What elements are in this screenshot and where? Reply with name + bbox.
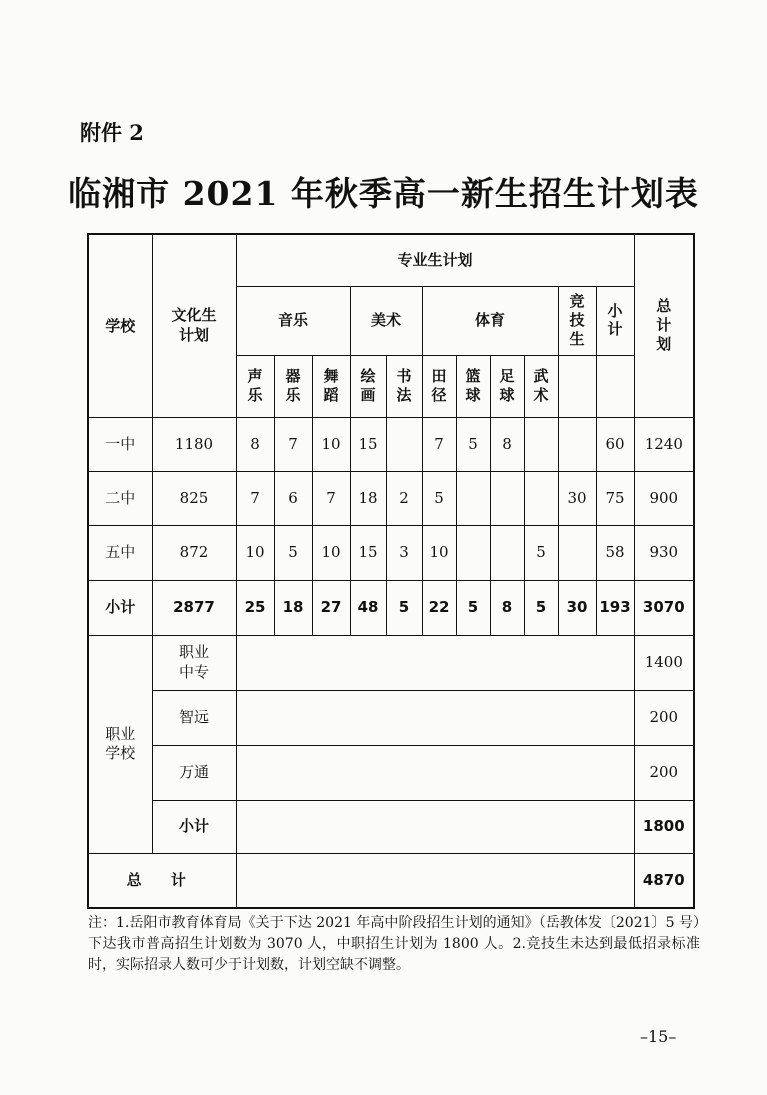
header-painting: 绘画 (350, 355, 386, 417)
header-dance: 舞蹈 (312, 355, 350, 417)
vocational-group-label: 职业学校 (88, 635, 152, 853)
cell-martial: 5 (524, 525, 558, 580)
vocational-total: 200 (634, 690, 694, 745)
header-music: 音乐 (236, 286, 350, 355)
vocational-row (88, 745, 694, 800)
header-track: 田径 (422, 355, 456, 417)
grand-total-empty (236, 853, 634, 908)
footnote: 注：1.岳阳市教育体育局《关于下达 2021 年高中阶段招生计划的通知》（岳教体发〔2021〕5 号）下达我市普高招生计划数为 3070 人，中职招生计划为 1800 人。2.竞技生未达到最低招录标准时，实际招录人数可少于计划数，计划空缺不调整。 (88, 915, 700, 973)
cell-painting: 15 (350, 417, 386, 471)
cell-martial (524, 417, 558, 471)
attachment-label: 附件 2 (80, 120, 144, 145)
cell-total: 900 (634, 471, 694, 525)
header-school: 学校 (88, 234, 152, 417)
header-empty-competitive (558, 355, 596, 417)
header-culture-plan: 文化生计划 (152, 234, 236, 417)
cell-basketball (456, 525, 490, 580)
cell-football (490, 525, 524, 580)
header-total-plan: 总计划 (634, 234, 694, 417)
table-row (88, 471, 694, 525)
cell-culture: 825 (152, 471, 236, 525)
cell-culture: 2877 (152, 580, 236, 635)
cell-vocal: 8 (236, 417, 274, 471)
grand-total-value: 4870 (634, 853, 694, 908)
vocational-empty (236, 635, 634, 690)
grand-total-row (88, 853, 694, 908)
vocational-subtotal-row (88, 800, 694, 853)
page-number: –15– (640, 1027, 677, 1046)
cell-competitive: 30 (558, 471, 596, 525)
header-calligraphy: 书法 (386, 355, 422, 417)
subtotal-row (88, 580, 694, 635)
vocational-empty (236, 800, 634, 853)
cell-vocal: 25 (236, 580, 274, 635)
cell-martial (524, 471, 558, 525)
cell-painting: 18 (350, 471, 386, 525)
cell-calligraphy (386, 417, 422, 471)
cell-school: 二中 (88, 471, 152, 525)
vocational-school-name: 万通 (152, 745, 236, 800)
cell-competitive: 30 (558, 580, 596, 635)
cell-subtotal: 75 (596, 471, 634, 525)
enrollment-plan-table (87, 233, 695, 909)
vocational-school-name: 智远 (152, 690, 236, 745)
cell-competitive (558, 417, 596, 471)
grand-total-label: 总 计 (88, 853, 236, 908)
cell-subtotal: 193 (596, 580, 634, 635)
vocational-empty (236, 745, 634, 800)
header-art: 美术 (350, 286, 422, 355)
cell-total: 1240 (634, 417, 694, 471)
cell-school: 一中 (88, 417, 152, 471)
cell-basketball: 5 (456, 580, 490, 635)
header-sports: 体育 (422, 286, 558, 355)
header-martial: 武术 (524, 355, 558, 417)
vocational-school-name: 职业中专 (152, 635, 236, 690)
header-vocal: 声乐 (236, 355, 274, 417)
header-empty-subtotal (596, 355, 634, 417)
cell-football: 8 (490, 417, 524, 471)
cell-instrument: 5 (274, 525, 312, 580)
cell-instrument: 7 (274, 417, 312, 471)
cell-dance: 10 (312, 417, 350, 471)
header-row-1 (88, 234, 694, 286)
cell-football: 8 (490, 580, 524, 635)
cell-track: 10 (422, 525, 456, 580)
vocational-total: 200 (634, 745, 694, 800)
cell-painting: 15 (350, 525, 386, 580)
cell-competitive (558, 525, 596, 580)
header-basketball: 篮球 (456, 355, 490, 417)
cell-basketball (456, 471, 490, 525)
vocational-total: 1400 (634, 635, 694, 690)
cell-dance: 7 (312, 471, 350, 525)
header-subtotal: 小计 (596, 286, 634, 355)
header-competitive: 竞技生 (558, 286, 596, 355)
vocational-subtotal-label: 小计 (152, 800, 236, 853)
cell-subtotal: 60 (596, 417, 634, 471)
cell-calligraphy: 5 (386, 580, 422, 635)
cell-instrument: 6 (274, 471, 312, 525)
cell-basketball: 5 (456, 417, 490, 471)
table-row (88, 417, 694, 471)
cell-dance: 10 (312, 525, 350, 580)
vocational-empty (236, 690, 634, 745)
cell-football (490, 471, 524, 525)
cell-track: 5 (422, 471, 456, 525)
header-football: 足球 (490, 355, 524, 417)
header-instrument: 器乐 (274, 355, 312, 417)
cell-culture: 872 (152, 525, 236, 580)
cell-subtotal: 58 (596, 525, 634, 580)
cell-martial: 5 (524, 580, 558, 635)
vocational-row (88, 635, 694, 690)
cell-vocal: 10 (236, 525, 274, 580)
cell-calligraphy: 3 (386, 525, 422, 580)
cell-instrument: 18 (274, 580, 312, 635)
cell-track: 7 (422, 417, 456, 471)
header-specialty-plan: 专业生计划 (236, 234, 634, 286)
cell-track: 22 (422, 580, 456, 635)
cell-calligraphy: 2 (386, 471, 422, 525)
vocational-row (88, 690, 694, 745)
document-title: 临湘市 2021 年秋季高一新生招生计划表 (68, 174, 699, 213)
cell-school: 小计 (88, 580, 152, 635)
table-row (88, 525, 694, 580)
cell-painting: 48 (350, 580, 386, 635)
cell-culture: 1180 (152, 417, 236, 471)
cell-school: 五中 (88, 525, 152, 580)
cell-total: 3070 (634, 580, 694, 635)
cell-total: 930 (634, 525, 694, 580)
cell-dance: 27 (312, 580, 350, 635)
cell-vocal: 7 (236, 471, 274, 525)
vocational-subtotal-total: 1800 (634, 800, 694, 853)
